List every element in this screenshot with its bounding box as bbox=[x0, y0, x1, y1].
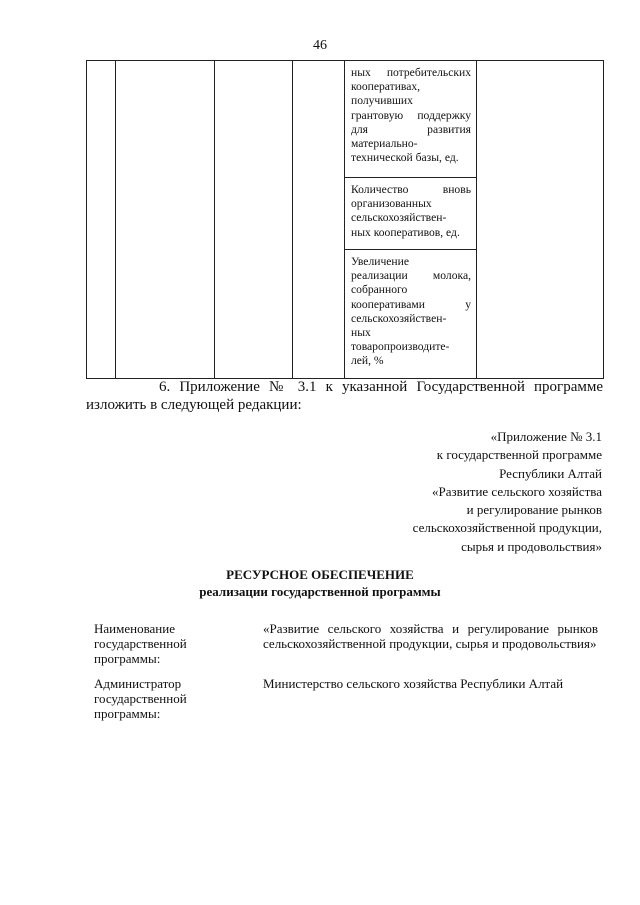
indicator-line: Количество вновь bbox=[351, 183, 471, 196]
empty-cell bbox=[215, 61, 293, 379]
indicators-table bbox=[86, 60, 604, 379]
indicator-cell bbox=[345, 61, 477, 178]
administrator-label bbox=[94, 676, 187, 721]
indicator-cell bbox=[345, 178, 477, 250]
value-line: «Развитие сельского хозяйства и регулирование рынков bbox=[263, 621, 598, 636]
page-number: 46 bbox=[313, 38, 327, 53]
indicator-cell bbox=[345, 250, 477, 379]
empty-cell bbox=[116, 61, 215, 379]
section-heading bbox=[0, 566, 640, 600]
table-row bbox=[87, 61, 604, 178]
value-line: Министерство сельского хозяйства Республики Алтай bbox=[263, 676, 564, 691]
annex-line: Республики Алтай bbox=[499, 465, 602, 481]
indicator-line: лей, % bbox=[351, 354, 384, 368]
label-line: государственной bbox=[94, 691, 187, 706]
indicator-line: материально- bbox=[351, 137, 418, 151]
annex-line: сырья и продовольствия» bbox=[461, 538, 602, 554]
annex-line: и регулирование рынков bbox=[466, 502, 602, 518]
indicator-line: для развития bbox=[351, 122, 471, 136]
indicator-line: товаропроизводите- bbox=[351, 340, 450, 354]
heading-line-2: реализации государственной программы bbox=[199, 584, 441, 599]
paragraph-6 bbox=[86, 378, 603, 414]
empty-cell bbox=[87, 61, 116, 379]
label-line: государственной bbox=[94, 636, 187, 651]
annex-line: «Развитие сельского хозяйства bbox=[432, 483, 602, 499]
indicator-line: организованных bbox=[351, 197, 432, 211]
annex-line: «Приложение № 3.1 bbox=[490, 429, 602, 444]
indicator-line: получивших bbox=[351, 94, 413, 108]
indicator-line: собранного bbox=[351, 283, 408, 297]
annex-header bbox=[413, 428, 602, 556]
annex-line: сельскохозяйственной продукции, bbox=[412, 520, 602, 536]
indicator-line: сельскохозяйствен- bbox=[351, 211, 447, 225]
label-line: программы: bbox=[94, 706, 161, 721]
program-name-value bbox=[263, 621, 598, 651]
empty-cell bbox=[293, 61, 345, 379]
label-line: Администратор bbox=[94, 676, 182, 691]
indicator-line: ных кооперативов, ед. bbox=[351, 225, 460, 239]
paragraph-6-line-2: изложить в следующей редакции: bbox=[86, 397, 302, 413]
administrator-value bbox=[263, 676, 598, 691]
label-line: программы: bbox=[94, 651, 161, 666]
indicator-line: кооперативами у bbox=[351, 297, 471, 311]
empty-cell bbox=[477, 61, 604, 379]
annex-line: к государственной программе bbox=[436, 447, 602, 463]
indicator-line: кооперативах, bbox=[351, 80, 421, 94]
value-line: сельскохозяйственной продукции, сырья и продовольствия» bbox=[263, 636, 597, 651]
indicator-line: ных потребительских bbox=[351, 66, 471, 79]
indicator-line: Увеличение bbox=[351, 255, 409, 268]
indicator-line: грантовую поддержку bbox=[351, 108, 471, 122]
heading-line-1: РЕСУРСНОЕ ОБЕСПЕЧЕНИЕ bbox=[226, 567, 414, 582]
label-line: Наименование bbox=[94, 621, 175, 636]
indicator-line: реализации молока, bbox=[351, 269, 471, 283]
paragraph-6-line-1: 6. Приложение № 3.1 к указанной Государственной программе bbox=[159, 379, 603, 395]
indicator-line: ных bbox=[351, 326, 371, 340]
indicator-line: технической базы, ед. bbox=[351, 151, 459, 165]
indicator-line: сельскохозяйствен- bbox=[351, 311, 447, 325]
program-name-label bbox=[94, 621, 187, 666]
